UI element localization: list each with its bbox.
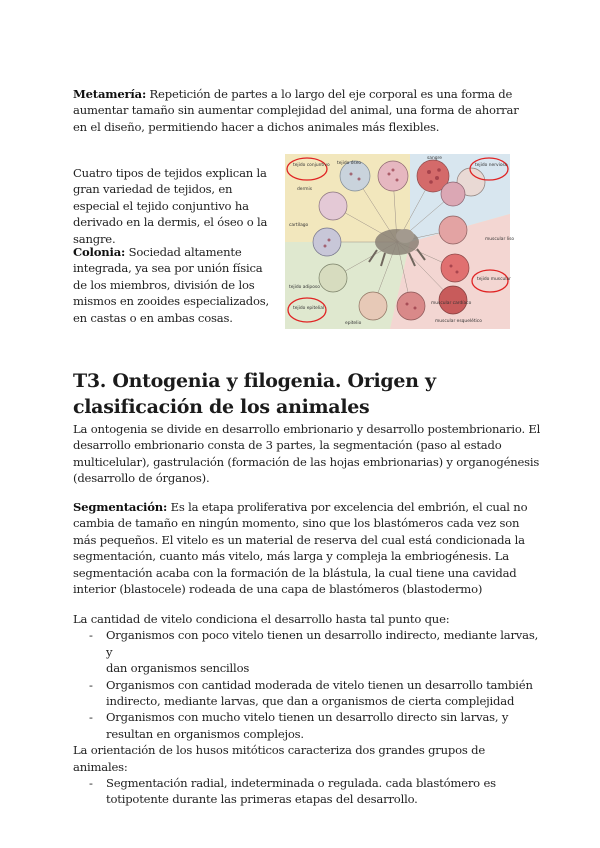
segmentacion-paragraph: [73, 499, 543, 597]
ontogenia-paragraph: La ontogenia se divide en desarrollo embrionario y desarrollo postembrionario. El desarrollo embrionario consta de 3 partes, la segmentación (paso al estado multicelular), gastrulación (formación de las hojas embrionarias) y organogénesis (desarrollo de órganos).: [73, 422, 541, 486]
section-heading: T3. Ontogenia y filogenia. Origen y clasificación de los animales: [73, 370, 436, 418]
metameria-text: Repetición de partes a lo largo del eje corporal es una forma de aumentar tamaño sin aumentar complejidad del animal, una forma de ahorrar en el diseño, permitiendo hacer a dichos animales más flexibles.: [73, 87, 519, 134]
husos-intro: La orientación de los husos mitóticos caracteriza dos grandes grupos de animales:: [73, 743, 486, 774]
label-muscular-cardiaco: muscular cardíaco: [431, 301, 472, 306]
list-item: [73, 775, 543, 808]
colonia-text: Sociedad altamente integrada, ya sea por unión física de los miembros, división de los mismos en zooides especializados, en castas o en ambas cosas.: [73, 245, 270, 325]
vitelo-list: [73, 627, 543, 742]
label-muscular: tejido muscular: [477, 277, 511, 282]
husos-list: [73, 775, 543, 808]
tissue-types-figure: [285, 154, 515, 329]
label-conjuntivo: tejido conjuntivo: [293, 163, 330, 168]
list-item-line: - Organismos con mucho vitelo tienen un desarrollo directo sin larvas, y: [106, 710, 509, 725]
label-epitelial: tejido epitelial: [293, 306, 325, 311]
list-item-line: - Organismos con cantidad moderada de vitelo tienen un desarrollo también: [106, 677, 533, 692]
label-tejido-oseo: tejido óseo: [337, 161, 362, 166]
list-item-line: totipotente durante las primeras etapas del desarrollo.: [106, 792, 418, 807]
list-item: [73, 627, 543, 676]
label-cartilago: cartílago: [289, 223, 309, 228]
colonia-term: Colonia: [73, 245, 122, 259]
list-item: [73, 677, 543, 710]
label-epitelio: epitelio: [345, 321, 362, 326]
segmentacion-term: Segmentación: [73, 500, 164, 514]
metameria-term: Metamería: [73, 87, 142, 101]
list-item-line: dan organismos sencillos: [106, 661, 250, 676]
label-adiposo: tejido adiposo: [289, 285, 320, 290]
vitelo-intro: La cantidad de vitelo condiciona el desarrollo hasta tal punto que:: [73, 612, 450, 626]
vitelo-section: [73, 611, 543, 808]
list-item-line: - Segmentación radial, indeterminada o regulada. cada blastómero es: [106, 776, 496, 791]
colonia-paragraph: [73, 244, 278, 326]
label-sangre: sangre: [427, 156, 442, 161]
label-dermis: dermis: [297, 187, 313, 192]
list-item-line: - Organismos con poco vitelo tienen un desarrollo indirecto, mediante larvas, y: [106, 628, 539, 659]
label-muscular-esqueletico: muscular esquelético: [435, 319, 482, 324]
list-item-line: indirecto, mediante larvas, que dan a organismos de cierta complejidad: [106, 694, 515, 709]
metameria-paragraph: [73, 86, 533, 135]
colonia-colon: :: [121, 245, 126, 259]
label-muscular-liso: muscular liso: [485, 237, 515, 242]
list-item-line: resultan en organismos complejos.: [106, 726, 304, 741]
metameria-colon: :: [141, 87, 147, 101]
label-nervioso: tejido nervioso: [475, 163, 508, 168]
segmentacion-text: Es la etapa proliferativa por excelencia del embrión, el cual no cambia de tamaño en ningún momento, sino que los blastómeros cada vez son más pequeños. El vitelo es un material de reserva del cual está condicionada la segmentación, cuanto más vitelo, más larga y compleja la embriogénesis. La segmentación acaba con la formación de la blástula, la cual tiene una cavidad interior (blastocele) rodeada de una capa de blastómeros (blastodermo): [73, 500, 528, 597]
tejidos-paragraph: Cuatro tipos de tejidos explican la gran variedad de tejidos, en especial el tejido conjuntivo ha derivado en la dermis, el óseo o la sangre.: [73, 166, 268, 246]
list-item: [73, 709, 543, 742]
segmentacion-colon: :: [163, 500, 168, 514]
